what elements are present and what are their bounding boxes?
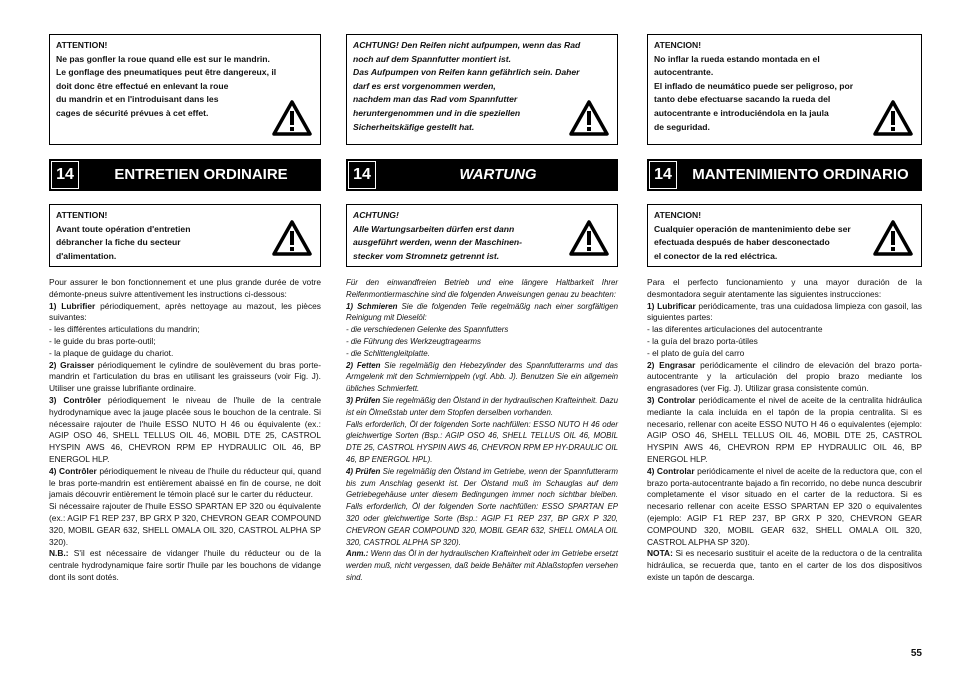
warning-line: ACHTUNG! Den Reifen nicht aufpumpen, wenn das Rad bbox=[353, 40, 581, 50]
warning-line: Sicherheitskäfige gestellt hat. bbox=[353, 121, 475, 132]
paragraph: Pour assurer le bon fonctionnement et une plus grande durée de votre démonte-pneus suivre attentivement les instructions ci-dessous: bbox=[49, 277, 321, 299]
section-title: ENTRETIEN ORDINAIRE bbox=[114, 166, 288, 183]
body-text bbox=[647, 277, 922, 584]
paragraph: Für den einwandfreien Betrieb und eine längere Haltbarkeit Ihrer Reifenmontiermaschine sind die folgenden Anweisungen genau zu beachten: bbox=[346, 278, 618, 299]
paragraph: Para el perfecto funcionamiento y una mayor duración de la desmontadora seguir atentamente las siguientes instrucciones: bbox=[647, 277, 922, 299]
warning-line: autocentrante e introduciéndola en la jaula bbox=[654, 107, 829, 118]
paragraph: 1) Lubrificar periódicamente, tras una cuidadosa limpieza con gasoil, las siguientes partes: bbox=[647, 300, 922, 323]
paragraph: 2) Engrasar periódicamente el cilindro de elevación del brazo porta-autocentrante y la articulación del propio brazo mediante los engrasadores (ver Fig. J). Utilizar grasa consistente común. bbox=[647, 359, 922, 394]
paragraph: 1) Schmieren Sie die folgenden Teile regelmäßig nach einer sorgfältigen Reinigung mit Dieselöl: bbox=[346, 301, 618, 323]
paragraph: 4) Prüfen Sie regelmäßig den Ölstand im Getriebe, wenn der Spannfutterarm bis zum Anschlag gesenkt ist. Der Ölstand muß im Schauglas auf dem Getriebegehäuse unter diesem Bedingungen immer noch sichtbar bleiben. Falls erforderlich, Öl der folgenden Sorte nachfüllen: ESSO SPARTAN EP 320 oder gleichwertige Sorte (Bsp.: AGIP F1 REP 237, BP GRX P 320, CHEVRON GEAR COMPOUND 320, MOBIL GEAR 632, SHELL OMALA OIL 320, CASTROL ALPHA SP 320). bbox=[346, 466, 618, 547]
warning-line: débrancher la fiche du secteur bbox=[56, 237, 181, 248]
warning-triangle-icon bbox=[569, 220, 609, 256]
paragraph: 3) Controlar periódicamente el nivel de aceite de la centralita hidráulica mediante la cala incluida en el tapón de la propia centralita. Si es necesario, rellenar con aceite ESSO NUTO H 46 o equivalentes (ejemplo: AGIP OSO 46, SHELL TELLUS OIL 46, MOBIL DTE 25, CASTROL HYSPIN AWS 46, CHEVRON RPM EP HYDRAULIC OIL 46, BP ENERGOL HLP. bbox=[647, 394, 922, 464]
column-spanish bbox=[647, 34, 922, 584]
paragraph: - les différentes articulations du mandrin; bbox=[49, 324, 200, 335]
warning-box-maintenance bbox=[49, 204, 321, 267]
warning-line: Avant toute opération d'entretien bbox=[56, 223, 191, 234]
paragraph: 2) Graisser périodiquement le cylindre de soulèvement du bras porte-mandrin et l'articulation du bras en utilisant les graisseurs (voir Fig. J). Utiliser une graisse lubrifiante ordinaire. bbox=[49, 359, 321, 394]
page-number: 55 bbox=[910, 648, 922, 659]
paragraph: - le guide du bras porte-outil; bbox=[49, 335, 156, 346]
paragraph: 2) Fetten Sie regelmäßig den Hebezylinder des Spannfutterarms und das Armgelenk mit den Schmiernippeln (vgl. Abb. J). Benutzen Sie ein allgemein übliches Schmierfett. bbox=[346, 360, 618, 394]
paragraph: N.B.: S'il est nécessaire de vidanger l'huile du réducteur ou de la centrale hydrodynamique faire sortir l'huile par les bouchons de vidange dont ils sont dotés. bbox=[49, 548, 321, 582]
warning-triangle-icon bbox=[873, 220, 913, 256]
paragraph: - la guía del brazo porta-útiles bbox=[647, 335, 758, 346]
paragraph: - las diferentes articulaciones del autocentrante bbox=[647, 324, 823, 335]
warning-line: d'alimentation. bbox=[56, 250, 117, 261]
warning-line: noch auf dem Spannfutter montiert ist. bbox=[353, 53, 512, 64]
paragraph: 4) Controlar periódicamente el nivel de aceite de la reductora que, con el brazo porta-autocentrante bajado a fin recorrido, no debe nunca descubrir completamente el visor situado en el carter de la reductora. Si es necesario rellenar con aceite ESSO SPARTAN EP 320 o equivalentes (ejemplo: AGIP F1 REP 237, BP GRX P 320, CHEVRON GEAR COMPOUND 320, MOBIL GEAR 632, SHELL OMALA OIL 320, CASTROL ALPHA SP 320). bbox=[647, 465, 922, 547]
warning-line: autocentrante. bbox=[654, 67, 714, 78]
section-title: MANTENIMIENTO ORDINARIO bbox=[692, 166, 909, 183]
warning-line: ATENCION! bbox=[654, 210, 702, 220]
warning-line: ATENCION! bbox=[654, 40, 702, 50]
warning-triangle-icon bbox=[873, 100, 913, 136]
warning-line: cages de sécurité prévues à cet effet. bbox=[56, 107, 209, 118]
section-header bbox=[647, 159, 922, 191]
warning-line: ausgeführt werden, wenn der Maschinen- bbox=[353, 237, 523, 248]
warning-line: Alle Wartungsarbeiten dürfen erst dann bbox=[353, 223, 515, 234]
warning-box-inflation bbox=[346, 34, 618, 145]
warning-box-inflation bbox=[647, 34, 922, 145]
warning-line: El inflado de neumático puede ser peligroso, por bbox=[654, 80, 854, 91]
section-title: WARTUNG bbox=[459, 166, 537, 183]
paragraph: - el plato de guía del carro bbox=[647, 347, 745, 358]
warning-line: tanto debe efectuarse sacando la rueda del bbox=[654, 94, 831, 105]
warning-line: Cualquier operación de mantenimiento debe ser bbox=[654, 223, 851, 234]
paragraph: Anm.: Wenn das Öl in der hydraulischen Krafteinheit oder im Getriebe ersetzt werden muß, nicht vergessen, daß beide Behälter mit Ablaßstopfen versehen sind. bbox=[346, 549, 618, 582]
paragraph: Falls erforderlich, Öl der folgenden Sorte nachfüllen: ESSO NUTO H 46 oder gleichwertige Sorten (Bsp.: AGIP OSO 46, SHELL TELLUS OIL 46, MOBIL DTE 25, CASTROL HYSPIN AWS 46, CHEVRON RPM EP HY-DRAULIC OIL 46, BP ENERGOL HPL). bbox=[346, 419, 618, 464]
paragraph: 3) Contrôler périodiquement le niveau de l'huile de la centrale hydrodynamique avec la jauge placée sous le bouchon de la centrale. Si nécessaire rajouter de l'huile ESSO NUTO H 46 ou équivalente (ex.: AGIP OSO 46, SHELL TELLUS OIL 46, MOBIL DTE 25, CASTROL HYSPIN AWS 46, CHEVRON RPM EP HYDRAULIC OIL 46, BP ENERGOL HLP. bbox=[49, 394, 321, 464]
warning-line: ACHTUNG! bbox=[353, 210, 399, 220]
section-number: 14 bbox=[348, 161, 376, 189]
warning-box-maintenance bbox=[346, 204, 618, 267]
warning-line: ATTENTION! bbox=[56, 40, 108, 50]
warning-triangle-icon bbox=[272, 100, 312, 136]
paragraph: 4) Contrôler périodiquement le niveau de l'huile du réducteur qui, quand le bras porte-mandrin est entièrement abaissé en fin de course, ne doit jamais découvrir entièrement le témoin placé sur le carter du réducteur. bbox=[49, 465, 321, 500]
section-number: 14 bbox=[649, 161, 677, 189]
column-german bbox=[346, 34, 618, 584]
warning-line: No inflar la rueda estando montada en el bbox=[654, 53, 820, 64]
warning-triangle-icon bbox=[272, 220, 312, 256]
warning-triangle-icon bbox=[569, 100, 609, 136]
warning-line: Das Aufpumpen von Reifen kann gefährlich sein. Daher bbox=[353, 67, 580, 78]
paragraph: Si nécessaire rajouter de l'huile ESSO SPARTAN EP 320 ou équivalente (ex.: AGIP F1 REP 237, BP GRX P 320, CHEVRON GEAR COMPOUND 320, MOBIL GEAR 632, SHELL OMALA OIL 320, CASTROL ALPHA SP 320). bbox=[49, 501, 321, 547]
paragraph: - die Schlittengleitplatte. bbox=[346, 348, 430, 358]
paragraph: 1) Lubrifier périodiquement, après nettoyage au mazout, les pièces suivantes: bbox=[49, 300, 321, 323]
warning-box-inflation bbox=[49, 34, 321, 145]
warning-line: el conector de la red eléctrica. bbox=[654, 250, 778, 261]
paragraph: - die verschiedenen Gelenke des Spannfutters bbox=[346, 325, 509, 335]
body-text bbox=[49, 277, 321, 584]
warning-box-maintenance bbox=[647, 204, 922, 267]
warning-line: du mandrin et en l'introduisant dans les bbox=[56, 94, 219, 105]
warning-line: de seguridad. bbox=[654, 121, 710, 132]
warning-line: stecker vom Stromnetz getrennt ist. bbox=[353, 250, 500, 261]
section-header bbox=[346, 159, 618, 191]
warning-line: Le gonflage des pneumatiques peut être dangereux, il bbox=[56, 67, 277, 78]
warning-line: Ne pas gonfler la roue quand elle est sur le mandrin. bbox=[56, 53, 270, 64]
section-number: 14 bbox=[51, 161, 79, 189]
section-header bbox=[49, 159, 321, 191]
paragraph: - die Führung des Werkzeugtragearms bbox=[346, 336, 481, 346]
body-text bbox=[346, 277, 618, 584]
warning-line: heruntergenommen und in die speziellen bbox=[353, 107, 521, 118]
paragraph: NOTA: Si es necesario sustituir el aceite de la reductora o de la centralita hidráulica, se recuerda que, tanto en el carter de los dos dispositivos existe un tapón de descarga. bbox=[647, 548, 922, 582]
paragraph: 3) Prüfen Sie regelmäßig den Ölstand in der hydraulischen Krafteinheit. Dazu ist ein Ölmeßstab unter dem Stopfen derselben vorhanden. bbox=[346, 395, 618, 417]
column-french bbox=[49, 34, 321, 584]
warning-line: efectuada después de haber desconectado bbox=[654, 237, 830, 248]
warning-line: darf es erst vorgenommen werden, bbox=[353, 80, 496, 91]
warning-line: nachdem man das Rad vom Spannfutter bbox=[353, 94, 518, 105]
warning-line: ATTENTION! bbox=[56, 210, 108, 220]
warning-line: doit donc être effectué en enlevant la roue bbox=[56, 80, 229, 91]
paragraph: - la plaque de guidage du chariot. bbox=[49, 347, 174, 358]
